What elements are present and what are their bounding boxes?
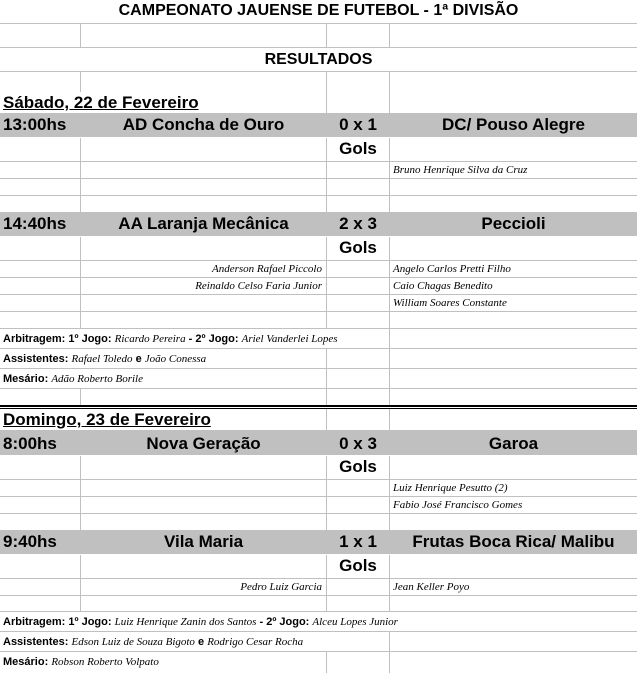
assistants-row: [0, 632, 637, 652]
goals-label-row: [0, 456, 637, 480]
day-header-row: [0, 92, 637, 114]
game-row: [0, 114, 637, 138]
and-conjunction: e: [198, 636, 205, 648]
scorer-row: [0, 497, 637, 514]
away-scorer: Angelo Carlos Pretti Filho: [393, 263, 511, 275]
scorer-row: [0, 579, 637, 596]
goals-label-row: [0, 237, 637, 261]
game1-referee: Ricardo Pereira: [114, 333, 186, 345]
day-header-row: [0, 409, 637, 431]
game-row: [0, 431, 637, 456]
referees-line: [3, 329, 338, 348]
blank-row: [0, 389, 637, 405]
referees-row: [0, 329, 637, 349]
away-team: DC/ Pouso Alegre: [442, 115, 585, 134]
blank-row: [0, 24, 637, 48]
assistants-line: [3, 349, 206, 368]
day-label: Domingo, 23 de Fevereiro: [3, 410, 211, 429]
day-label: Sábado, 22 de Fevereiro: [3, 93, 199, 112]
goals-label-row: [0, 555, 637, 579]
arbitragem-label: Arbitragem:: [3, 333, 66, 345]
scorer-row: [0, 261, 637, 278]
goals-label: Gols: [327, 555, 390, 578]
mesario-row: [0, 369, 637, 389]
away-team: Frutas Boca Rica/ Malibu: [412, 532, 615, 551]
referees-row: [0, 612, 637, 632]
away-scorer: Fabio José Francisco Gomes: [393, 499, 523, 511]
scorer-row: [0, 480, 637, 497]
section-divider: [0, 405, 637, 407]
game2-label: 2º Jogo:: [195, 333, 239, 345]
blank-row: [0, 196, 637, 213]
and-conjunction: e: [135, 353, 142, 365]
away-scorer: Jean Keller Poyo: [393, 581, 470, 593]
subtitle-row: [0, 48, 637, 72]
scorer-row: [0, 278, 637, 295]
score: 1 x 1: [327, 531, 390, 554]
mesario-label: Mesário:: [3, 373, 49, 385]
away-scorer: William Soares Constante: [393, 297, 507, 309]
dash: -: [259, 616, 264, 628]
dash: -: [188, 333, 193, 345]
home-team: AA Laranja Mecânica: [81, 213, 327, 236]
game2-referee: Ariel Vanderlei Lopes: [241, 333, 338, 345]
game-time: 8:00hs: [0, 431, 81, 455]
home-team: AD Concha de Ouro: [81, 114, 327, 137]
game1-label: 1º Jogo:: [68, 333, 112, 345]
assistentes-label: Assistentes:: [3, 636, 69, 648]
blank-row: [0, 596, 637, 612]
results-heading: RESULTADOS: [264, 51, 373, 68]
assistant-1: Rafael Toledo: [71, 353, 133, 365]
game-time: 9:40hs: [0, 531, 81, 554]
away-team: Peccioli: [481, 214, 546, 233]
assistant-2: João Conessa: [144, 353, 207, 365]
mesario-row: [0, 652, 637, 673]
assistant-2: Rodrigo Cesar Rocha: [207, 636, 304, 648]
blank-row: [0, 514, 637, 531]
game2-label: 2º Jogo:: [266, 616, 310, 628]
page-title: CAMPEONATO JAUENSE DE FUTEBOL - 1ª DIVISÃO: [118, 2, 519, 19]
score: 0 x 1: [327, 114, 390, 137]
away-scorer: Bruno Henrique Silva da Cruz: [393, 164, 528, 176]
assistant-1: Edson Luiz de Souza Bigoto: [71, 636, 195, 648]
game-time: 13:00hs: [0, 114, 81, 137]
scorer-row: [0, 295, 637, 312]
game-row: [0, 213, 637, 237]
arbitragem-label: Arbitragem:: [3, 616, 66, 628]
away-team: Garoa: [488, 434, 539, 453]
game1-label: 1º Jogo:: [68, 616, 112, 628]
assistentes-label: Assistentes:: [3, 353, 69, 365]
score: 0 x 3: [327, 431, 390, 455]
home-scorer: Pedro Luiz Garcia: [81, 579, 327, 595]
blank-row: [0, 179, 637, 196]
home-scorer: Anderson Rafael Piccolo: [81, 261, 327, 277]
away-scorer: Caio Chagas Benedito: [393, 280, 493, 292]
assistants-row: [0, 349, 637, 369]
assistants-line: [3, 632, 303, 651]
blank-row: [0, 312, 637, 329]
mesario-label: Mesário:: [3, 656, 49, 668]
mesario-name: Robson Roberto Volpato: [51, 656, 159, 668]
game-time: 14:40hs: [0, 213, 81, 236]
home-team: Nova Geração: [81, 431, 327, 455]
game1-referee: Luiz Henrique Zanin dos Santos: [114, 616, 257, 628]
goals-label: Gols: [327, 456, 390, 479]
home-scorer: Reinaldo Celso Faria Junior: [81, 278, 327, 294]
mesario-line: [3, 652, 159, 673]
mesario-name: Adão Roberto Borile: [51, 373, 143, 385]
referees-line: [3, 612, 398, 631]
goals-label: Gols: [327, 237, 390, 260]
game2-referee: Alceu Lopes Junior: [312, 616, 398, 628]
goals-label: Gols: [327, 138, 390, 161]
spacer-row: [0, 72, 637, 92]
mesario-line: [3, 369, 143, 388]
title-row: [0, 0, 637, 24]
home-team: Vila Maria: [81, 531, 327, 554]
away-scorer: Luiz Henrique Pesutto (2): [393, 482, 508, 494]
game-row: [0, 531, 637, 555]
scorer-row: [0, 162, 637, 179]
goals-label-row: [0, 138, 637, 162]
score: 2 x 3: [327, 213, 390, 236]
